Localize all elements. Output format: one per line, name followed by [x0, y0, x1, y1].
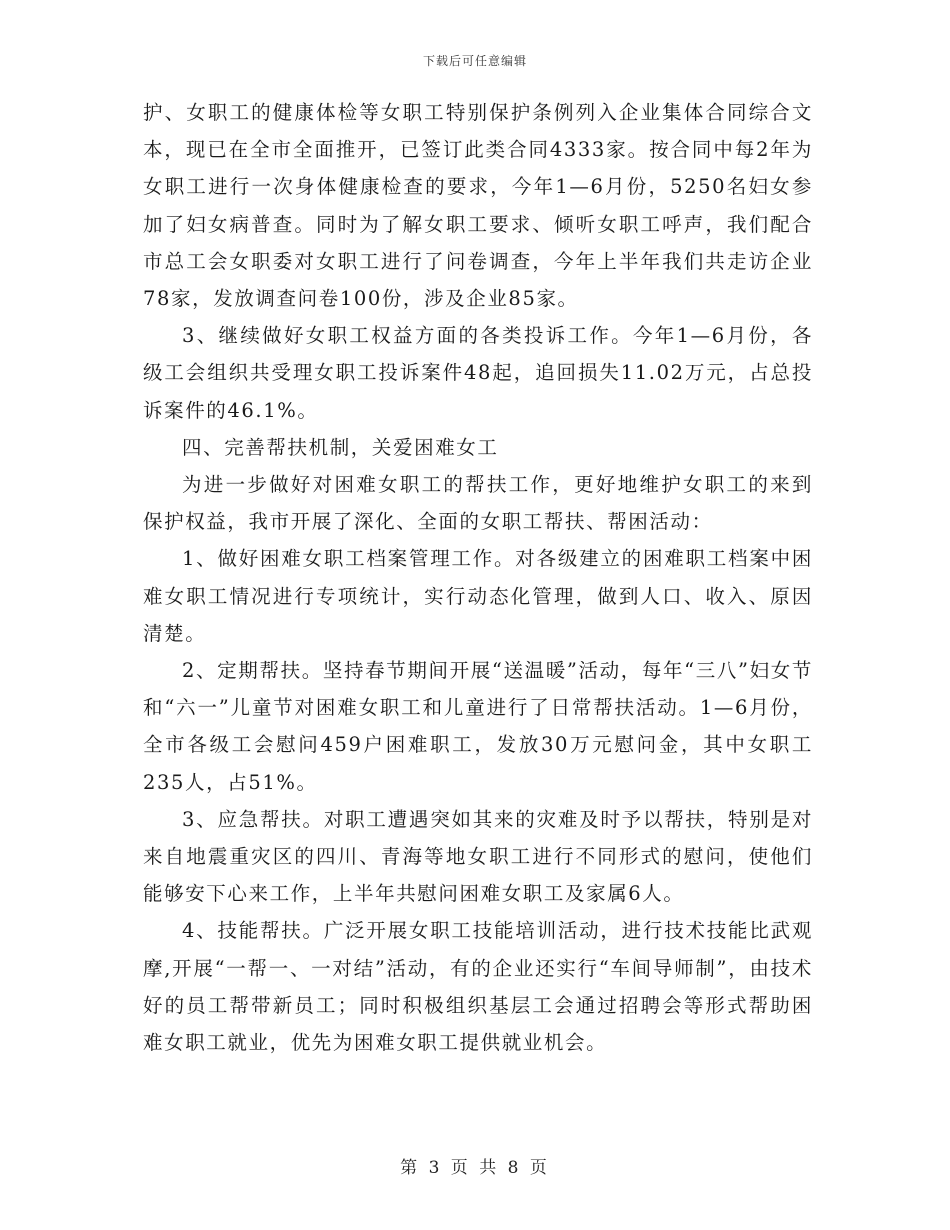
paragraph-archive: 1、做好困难女职工档案管理工作。对各级建立的困难职工档案中困难女职工情况进行专项统计，实行动态化管理，做到人口、收入、原因清楚。: [143, 547, 813, 645]
paragraph-intro: 为进一步做好对困难女职工的帮扶工作，更好地维护女职工的来到保护权益，我市开展了深化、全面的女职工帮扶、帮困活动：: [143, 473, 813, 534]
paragraph-skill-aid: 4、技能帮扶。广泛开展女职工技能培训活动，进行技术技能比武观摩,开展“一帮一、一对结”活动，有的企业还实行“车间导师制”，由技术好的员工帮带新员工；同时积极组织基层工会通过招聘会等形式帮助困难女职工就业，优先为困难女职工提供就业机会。: [143, 919, 813, 1055]
paragraph-regular-aid: 2、定期帮扶。坚持春节期间开展“送温暖”活动，每年“三八”妇女节和“六一”儿童节对困难女职工和儿童进行了日常帮扶活动。1—6月份，全市各级工会慰问459户困难职工，发放30万元慰问金，其中女职工235人，占51%。: [143, 659, 813, 794]
page-footer: 第 3 页 共 8 页: [400, 1158, 550, 1178]
section-heading: 四、完善帮扶机制，关爱困难女工: [182, 435, 499, 459]
paragraph-emergency-aid: 3、应急帮扶。对职工遭遇突如其来的灾难及时予以帮扶，特别是对来自地震重灾区的四川、青海等地女职工进行不同形式的慰问，使他们能够安下心来工作，上半年共慰问困难女职工及家属6人。: [143, 807, 813, 906]
document-body: [143, 94, 813, 1061]
paragraph-complaints: 3、继续做好女职工权益方面的各类投诉工作。今年1—6月份，各级工会组织共受理女职工投诉案件48起，追回损失11.02万元，占总投诉案件的46.1%。: [143, 324, 813, 422]
page-header: 下载后可任意编辑: [422, 54, 527, 68]
paragraph-continuation: 护、女职工的健康体检等女职工特别保护条例列入企业集体合同综合文本，现已在全市全面推开，已签订此类合同4333家。按合同中每2年为女职工进行一次身体健康检查的要求，今年1—6月份，5250名妇女参加了妇女病普查。同时为了解女职工要求、倾听女职工呼声，我们配合市总工会女职委对女职工进行了问卷调查，今年上半年我们共走访企业78家，发放调查问卷100份，涉及企业85家。: [143, 101, 813, 311]
